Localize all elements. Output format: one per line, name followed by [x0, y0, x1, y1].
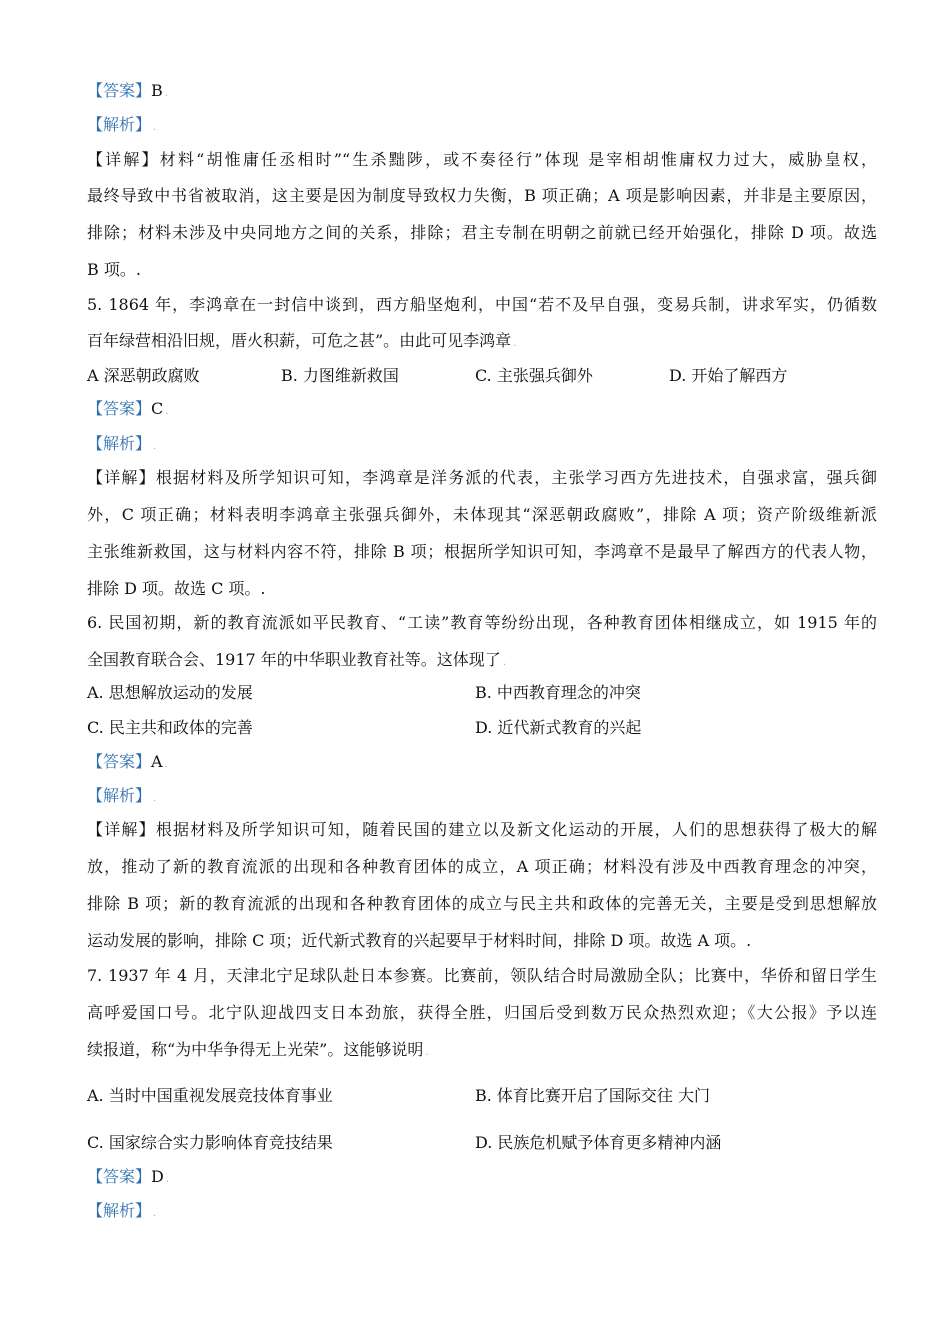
- q6-analysis-line: [87, 786, 877, 809]
- q4-detail-line-4: B 项。.: [87, 260, 141, 279]
- q5-stem-line-1: 5. 1864 年，李鸿章在一封信中谈到，西方船坚炮利，中国“若不及早自强，变易兵制，讲求军实，仍循数: [87, 295, 877, 314]
- paragraph-mark: .: [165, 1174, 170, 1185]
- q6-detail-line-2: 放，推动了新的教育流派的出现和各种教育团体的成立，A 项正确；材料没有涉及中西教育理念的冲突，: [87, 857, 877, 876]
- paragraph-mark: .: [164, 88, 168, 99]
- q6-detail-text: 根据材料及所学知识可知，随着民国的建立以及新文化运动的开展，人们的思想获得了极大的解: [155, 820, 877, 839]
- q7-answer-line: [87, 1167, 877, 1190]
- q7-answer-value: D: [151, 1167, 164, 1186]
- q6-detail-line-3: 排除 B 项；新的教育流派的出现和各种教育团体的成立与民主共和政体的完善无关，主要是受到思想解放: [87, 894, 877, 913]
- answer-label: 【答案】: [87, 1167, 152, 1186]
- q5-analysis-line: [87, 434, 877, 457]
- q6-option-b: B. 中西教育理念的冲突: [475, 683, 641, 702]
- analysis-label: 【解析】: [87, 115, 152, 134]
- paragraph-mark: .: [153, 1208, 157, 1219]
- q5-option-c: C. 主张强兵御外: [475, 366, 593, 385]
- q4-answer-line: [87, 81, 877, 104]
- paragraph-mark: .: [153, 441, 157, 452]
- q7-option-d: D. 民族危机赋予体育更多精神内涵: [475, 1133, 722, 1152]
- q7-option-c: C. 国家综合实力影响体育竞技结果: [87, 1133, 333, 1152]
- analysis-label: 【解析】: [87, 1201, 152, 1220]
- q6-detail-line-1: [87, 820, 877, 840]
- q5-option-b: B. 力图维新救国: [281, 366, 399, 385]
- q5-option-a: A 深恶朝政腐败: [87, 366, 200, 385]
- detail-label: 【详解】: [87, 820, 156, 839]
- q4-analysis-line: [87, 115, 877, 138]
- q7-option-b: B. 体育比赛开启了国际交往 大门: [475, 1086, 711, 1105]
- q5-stem-line-2: [87, 331, 877, 354]
- q5-answer-value: C: [151, 399, 164, 418]
- q6-stem-text: 全国教育联合会、1917 年的中华职业教育社等。这体现了: [87, 650, 501, 669]
- q7-stem-text: 续报道，称“为中华争得无上光荣”。这能够说明: [87, 1040, 424, 1059]
- q5-detail-line-3: 主张维新救国，这与材料内容不符，排除 B 项；根据所学知识可知，李鸿章不是最早了解西方的代表人物，: [87, 542, 877, 561]
- q4-detail-line-3: 排除；材料未涉及中央同地方之间的关系，排除；君主专制在明朝之前就已经开始强化，排除 D 项。故选: [87, 223, 877, 242]
- paragraph-mark: .: [153, 122, 157, 133]
- q4-detail-text: 材料“胡惟庸任丞相时”“生杀黜陟，或不奏径行”体现 是宰相胡惟庸权力过大，威胁皇权，: [159, 150, 877, 169]
- q4-detail-line-1: [87, 150, 877, 170]
- q6-option-d: D. 近代新式教育的兴起: [475, 718, 642, 737]
- paragraph-mark: .: [153, 793, 157, 804]
- q5-detail-line-2: 外，C 项正确；材料表明李鸿章主张强兵御外，未体现其“深恶朝政腐败”，排除 A 项；资产阶级维新派: [87, 505, 877, 524]
- answer-label: 【答案】: [87, 81, 152, 100]
- q7-stem-line-1: 7. 1937 年 4 月，天津北宁足球队赴日本参赛。比赛前，领队结合时局激励全队；比赛中，华侨和留日学生: [87, 966, 877, 985]
- q4-answer-value: B: [151, 81, 163, 100]
- detail-label: 【详解】: [87, 150, 160, 169]
- q5-stem-text: 百年绿营相沿旧规，厝火积薪，可危之甚”。由此可见李鸿章: [87, 331, 512, 350]
- paragraph-mark: .: [164, 759, 168, 770]
- q6-option-c: C. 民主共和政体的完善: [87, 718, 253, 737]
- q7-stem-line-3: [87, 1040, 877, 1063]
- paragraph-mark: .: [513, 338, 517, 349]
- q5-option-d: D. 开始了解西方: [669, 366, 788, 385]
- q6-answer-value: A: [151, 752, 163, 771]
- detail-label: 【详解】: [87, 468, 156, 487]
- q7-analysis-line: [87, 1201, 877, 1224]
- q5-detail-line-4: 排除 D 项。故选 C 项。.: [87, 579, 266, 598]
- q7-option-a: A. 当时中国重视发展竞技体育事业: [87, 1086, 333, 1105]
- q5-detail-text: 根据材料及所学知识可知，李鸿章是洋务派的代表，主张学习西方先进技术，自强求富，强兵御: [155, 468, 877, 487]
- q5-answer-line: [87, 399, 877, 422]
- analysis-label: 【解析】: [87, 786, 152, 805]
- q6-stem-line-2: [87, 650, 877, 673]
- paragraph-mark: .: [502, 657, 506, 668]
- answer-label: 【答案】: [87, 399, 152, 418]
- q6-stem-line-1: 6. 民国初期，新的教育流派如平民教育、“工读”教育等纷纷出现，各种教育团体相继成立，如 1915 年的: [87, 613, 877, 632]
- analysis-label: 【解析】: [87, 434, 152, 453]
- q6-answer-line: [87, 752, 877, 775]
- q4-detail-line-2: 最终导致中书省被取消，这主要是因为制度导致权力失衡，B 项正确；A 项是影响因素，并非是主要原因，: [87, 186, 877, 205]
- q7-stem-line-2: 高呼爱国口号。北宁队迎战四支日本劲旅，获得全胜，归国后受到数万民众热烈欢迎；《大公报》予以连: [87, 1003, 877, 1022]
- q6-option-a: A. 思想解放运动的发展: [87, 683, 253, 702]
- answer-label: 【答案】: [87, 752, 152, 771]
- paragraph-mark: .: [165, 406, 169, 417]
- q5-detail-line-1: [87, 468, 877, 488]
- q6-detail-line-4: 运动发展的影响，排除 C 项；近代新式教育的兴起要早于材料时间，排除 D 项。故选 A 项。.: [87, 931, 752, 950]
- paragraph-mark: .: [425, 1047, 429, 1058]
